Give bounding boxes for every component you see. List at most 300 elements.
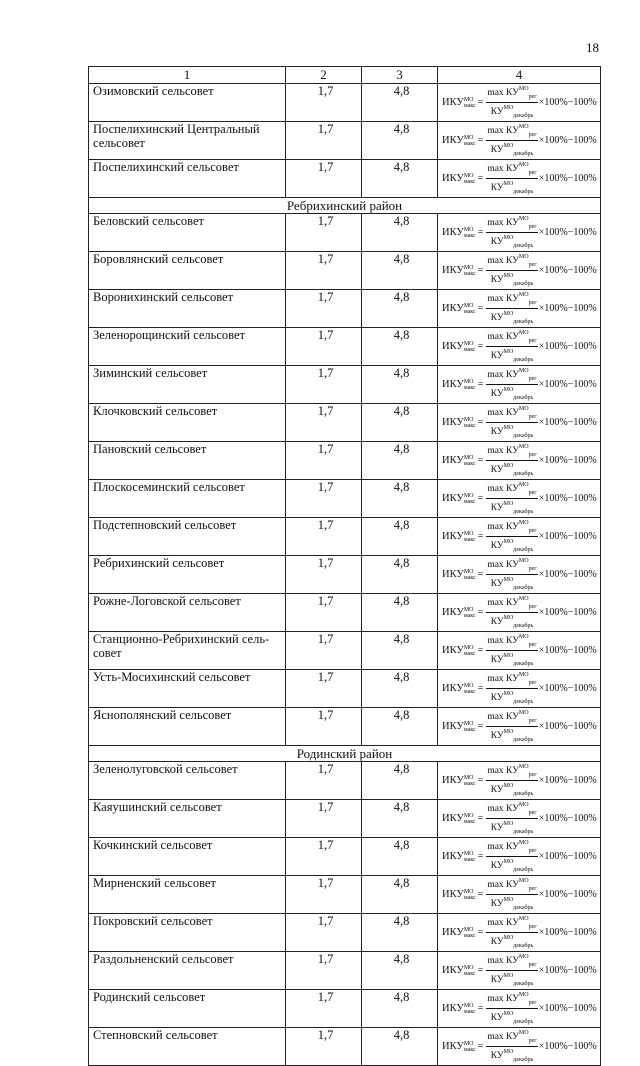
formula-denominator: [490, 933, 535, 951]
formula-num-sub: рег: [528, 848, 537, 854]
formula: [442, 556, 597, 593]
formula-den-sup: МО: [503, 1049, 514, 1055]
formula-num-prefix: max: [487, 1032, 504, 1042]
formula-lhs: ИКУ: [442, 644, 464, 656]
formula-num-main: КУ: [506, 598, 519, 608]
table-row: [89, 366, 601, 404]
formula-fraction: [486, 518, 537, 555]
formula-lhs-sub: макс: [463, 178, 476, 185]
formula: [442, 214, 597, 251]
settlement-name: Покровский сельсовет: [89, 914, 286, 952]
settlement-name: Яснополянский сельсовет: [89, 708, 286, 746]
formula-cell: [438, 84, 601, 122]
formula-num-sub: рег: [528, 810, 537, 816]
formula-den-sub: декабрь: [513, 829, 534, 835]
formula: [442, 518, 597, 555]
formula-fraction: [486, 480, 537, 517]
table-row: [89, 404, 601, 442]
formula-num-sup: МО: [518, 802, 529, 808]
formula-num-prefix: max: [487, 522, 504, 532]
formula-num-main: КУ: [506, 956, 519, 966]
formula-den-sup: МО: [503, 349, 514, 355]
formula-denominator: [490, 423, 535, 441]
formula-num-sub: рег: [528, 604, 537, 610]
settlement-name: Зиминский сельсовет: [89, 366, 286, 404]
formula-lhs-sup: МО: [463, 530, 474, 537]
formula-den-main: КУ: [490, 1013, 504, 1023]
formula-cell: [438, 214, 601, 252]
formula-numerator: [486, 480, 537, 499]
formula-num-prefix: max: [487, 804, 504, 814]
formula-denominator: [490, 895, 535, 913]
formula-den-main: КУ: [490, 731, 504, 741]
value-col2: 1,7: [286, 404, 362, 442]
formula-num-main: КУ: [506, 636, 519, 646]
formula-numerator: [486, 670, 537, 689]
value-col3: 4,8: [362, 708, 438, 746]
formula-num-main: КУ: [506, 484, 519, 494]
formula-den-main: КУ: [490, 351, 504, 361]
formula-den-main: КУ: [490, 427, 504, 437]
formula-num-sub: рег: [528, 300, 537, 306]
formula: [442, 952, 597, 989]
table-row: [89, 252, 601, 290]
formula-tail: ×100%−100%: [538, 96, 597, 108]
value-col3: 4,8: [362, 1028, 438, 1066]
value-col2: 1,7: [286, 122, 362, 160]
table-row: [89, 84, 601, 122]
formula-equals: =: [477, 568, 484, 580]
formula-denominator: [490, 1047, 535, 1065]
formula-num-main: КУ: [506, 1032, 519, 1042]
formula-lhs-sup: МО: [463, 264, 474, 271]
formula-num-prefix: max: [487, 408, 504, 418]
value-col2: 1,7: [286, 800, 362, 838]
formula-den-sub: декабрь: [513, 699, 534, 705]
formula-tail: ×100%−100%: [538, 172, 597, 184]
settlement-name: Зеленорощинский сельсовет: [89, 328, 286, 366]
formula-denominator: [490, 575, 535, 593]
formula-denominator: [490, 347, 535, 365]
formula-numerator: [486, 800, 537, 819]
formula-num-sub: рег: [528, 772, 537, 778]
formula-num-sub: рег: [528, 262, 537, 268]
formula-fraction: [486, 914, 537, 951]
formula-tail: ×100%−100%: [538, 302, 597, 314]
formula-den-sup: МО: [503, 577, 514, 583]
table-row: [89, 214, 601, 252]
formula: [442, 876, 597, 913]
formula-denominator: [490, 179, 535, 197]
formula-equals: =: [477, 454, 484, 466]
formula-den-main: КУ: [490, 465, 504, 475]
formula-tail: ×100%−100%: [538, 416, 597, 428]
formula-num-sup: МО: [518, 124, 529, 130]
formula-den-sub: декабрь: [513, 395, 534, 401]
formula-equals: =: [477, 926, 484, 938]
formula-lhs-sup: МО: [463, 340, 474, 347]
tariff-table: [88, 66, 601, 1066]
formula-num-sup: МО: [518, 840, 529, 846]
formula-den-sup: МО: [503, 653, 514, 659]
formula-equals: =: [477, 812, 484, 824]
formula-lhs: ИКУ: [442, 568, 464, 580]
formula-num-sup: МО: [518, 672, 529, 678]
formula-fraction: [486, 404, 537, 441]
value-col2: 1,7: [286, 670, 362, 708]
formula-cell: [438, 328, 601, 366]
formula-den-main: КУ: [490, 503, 504, 513]
formula-lhs-sub: макс: [463, 894, 476, 901]
formula-den-main: КУ: [490, 823, 504, 833]
formula-equals: =: [477, 644, 484, 656]
formula-num-sup: МО: [518, 86, 529, 92]
formula-den-main: КУ: [490, 617, 504, 627]
formula-num-main: КУ: [506, 88, 519, 98]
formula: [442, 366, 597, 403]
formula-lhs-sup: МО: [463, 644, 474, 651]
section-row: [89, 746, 601, 762]
formula-tail: ×100%−100%: [538, 774, 597, 786]
formula-cell: [438, 876, 601, 914]
table-row: [89, 1028, 601, 1066]
value-col3: 4,8: [362, 122, 438, 160]
formula-num-sup: МО: [518, 634, 529, 640]
formula-lhs-sub: макс: [463, 818, 476, 825]
settlement-name: Поспелихинский сельсовет: [89, 160, 286, 198]
formula-fraction: [486, 952, 537, 989]
formula-num-sub: рег: [528, 718, 537, 724]
formula-den-sub: декабрь: [513, 151, 534, 157]
settlement-name: Клочковский сельсовет: [89, 404, 286, 442]
formula-numerator: [486, 252, 537, 271]
formula-num-main: КУ: [506, 880, 519, 890]
formula-numerator: [486, 442, 537, 461]
formula-num-prefix: max: [487, 880, 504, 890]
formula-num-sub: рег: [528, 924, 537, 930]
formula-num-prefix: max: [487, 918, 504, 928]
value-col2: 1,7: [286, 762, 362, 800]
formula-num-prefix: max: [487, 484, 504, 494]
formula-num-sup: МО: [518, 482, 529, 488]
table-row: [89, 800, 601, 838]
formula-denominator: [490, 613, 535, 631]
formula-num-sup: МО: [518, 992, 529, 998]
formula-den-sup: МО: [503, 463, 514, 469]
formula-num-sup: МО: [518, 330, 529, 336]
value-col2: 1,7: [286, 518, 362, 556]
formula-num-sub: рег: [528, 566, 537, 572]
formula-den-sub: декабрь: [513, 547, 534, 553]
formula-den-sup: МО: [503, 425, 514, 431]
formula-lhs-sup: МО: [463, 96, 474, 103]
formula-cell: [438, 762, 601, 800]
formula-lhs-sup: МО: [463, 416, 474, 423]
value-col2: 1,7: [286, 214, 362, 252]
formula: [442, 800, 597, 837]
formula-lhs-sup: МО: [463, 134, 474, 141]
formula-den-sup: МО: [503, 729, 514, 735]
section-title: Ребрихинский район: [89, 198, 601, 214]
value-col3: 4,8: [362, 328, 438, 366]
formula-lhs: ИКУ: [442, 96, 464, 108]
formula-num-main: КУ: [506, 294, 519, 304]
formula: [442, 252, 597, 289]
formula-cell: [438, 442, 601, 480]
formula-fraction: [486, 838, 537, 875]
formula-cell: [438, 122, 601, 160]
formula-den-main: КУ: [490, 541, 504, 551]
formula-num-sup: МО: [518, 558, 529, 564]
formula-den-main: КУ: [490, 183, 504, 193]
column-header-3: 3: [362, 67, 438, 84]
formula: [442, 84, 597, 121]
formula-lhs-sub: макс: [463, 932, 476, 939]
formula-fraction: [486, 122, 537, 159]
formula-num-sub: рег: [528, 94, 537, 100]
formula: [442, 762, 597, 799]
table-row: [89, 556, 601, 594]
formula-den-sub: декабрь: [513, 319, 534, 325]
settlement-name: Ребрихинский сельсовет: [89, 556, 286, 594]
formula: [442, 442, 597, 479]
formula-num-sub: рег: [528, 1000, 537, 1006]
formula-num-sub: рег: [528, 1038, 537, 1044]
formula-num-prefix: max: [487, 598, 504, 608]
formula-num-sub: рег: [528, 338, 537, 344]
formula-lhs-sub: макс: [463, 1046, 476, 1053]
formula-numerator: [486, 632, 537, 651]
formula-cell: [438, 990, 601, 1028]
formula-den-sub: декабрь: [513, 243, 534, 249]
formula-numerator: [486, 914, 537, 933]
formula-lhs: ИКУ: [442, 264, 464, 276]
formula-num-prefix: max: [487, 218, 504, 228]
formula-lhs-sup: МО: [463, 492, 474, 499]
formula-lhs: ИКУ: [442, 454, 464, 466]
formula-den-sub: декабрь: [513, 791, 534, 797]
formula-den-main: КУ: [490, 861, 504, 871]
settlement-name: Рожне-Логовской сельсовет: [89, 594, 286, 632]
formula-fraction: [486, 800, 537, 837]
formula-tail: ×100%−100%: [538, 812, 597, 824]
formula-tail: ×100%−100%: [538, 964, 597, 976]
value-col3: 4,8: [362, 762, 438, 800]
formula-den-sub: декабрь: [513, 905, 534, 911]
formula-fraction: [486, 670, 537, 707]
formula-num-main: КУ: [506, 560, 519, 570]
formula-den-sup: МО: [503, 859, 514, 865]
formula-num-main: КУ: [506, 446, 519, 456]
value-col3: 4,8: [362, 800, 438, 838]
formula-num-sub: рег: [528, 528, 537, 534]
formula-den-sup: МО: [503, 1011, 514, 1017]
formula-lhs: ИКУ: [442, 1040, 464, 1052]
formula-lhs-sub: макс: [463, 384, 476, 391]
formula-den-sup: МО: [503, 539, 514, 545]
formula-equals: =: [477, 264, 484, 276]
formula-tail: ×100%−100%: [538, 378, 597, 390]
formula-lhs-sup: МО: [463, 1040, 474, 1047]
formula-tail: ×100%−100%: [538, 682, 597, 694]
formula-num-sup: МО: [518, 406, 529, 412]
formula-lhs-sup: МО: [463, 926, 474, 933]
formula-den-main: КУ: [490, 693, 504, 703]
formula: [442, 328, 597, 365]
formula-den-sup: МО: [503, 783, 514, 789]
formula-lhs-sup: МО: [463, 812, 474, 819]
formula-den-sub: декабрь: [513, 189, 534, 195]
formula-cell: [438, 252, 601, 290]
value-col3: 4,8: [362, 290, 438, 328]
formula-lhs: ИКУ: [442, 172, 464, 184]
formula-denominator: [490, 727, 535, 745]
formula-lhs-sub: макс: [463, 346, 476, 353]
formula-lhs: ИКУ: [442, 530, 464, 542]
formula-equals: =: [477, 606, 484, 618]
formula-numerator: [486, 518, 537, 537]
formula-lhs-sup: МО: [463, 454, 474, 461]
header-row: [89, 67, 601, 84]
formula-num-prefix: max: [487, 956, 504, 966]
formula-tail: ×100%−100%: [538, 264, 597, 276]
formula-numerator: [486, 594, 537, 613]
formula-numerator: [486, 214, 537, 233]
value-col2: 1,7: [286, 442, 362, 480]
settlement-name: Беловский сельсовет: [89, 214, 286, 252]
formula-lhs-sub: макс: [463, 726, 476, 733]
section-title: Родинский район: [89, 746, 601, 762]
formula-den-sub: декабрь: [513, 981, 534, 987]
formula-denominator: [490, 499, 535, 517]
formula-num-prefix: max: [487, 332, 504, 342]
formula-lhs-sub: макс: [463, 140, 476, 147]
formula-num-main: КУ: [506, 408, 519, 418]
formula-numerator: [486, 708, 537, 727]
formula-fraction: [486, 762, 537, 799]
formula-den-main: КУ: [490, 579, 504, 589]
formula-num-sup: МО: [518, 162, 529, 168]
formula-lhs: ИКУ: [442, 134, 464, 146]
formula-tail: ×100%−100%: [538, 644, 597, 656]
formula-tail: ×100%−100%: [538, 850, 597, 862]
formula-num-main: КУ: [506, 994, 519, 1004]
formula-num-sub: рег: [528, 452, 537, 458]
formula-cell: [438, 556, 601, 594]
table-row: [89, 708, 601, 746]
table-row: [89, 328, 601, 366]
column-header-2: 2: [286, 67, 362, 84]
formula-tail: ×100%−100%: [538, 134, 597, 146]
value-col3: 4,8: [362, 914, 438, 952]
table-row: [89, 480, 601, 518]
value-col2: 1,7: [286, 556, 362, 594]
formula-num-sub: рег: [528, 414, 537, 420]
formula-num-main: КУ: [506, 218, 519, 228]
formula-equals: =: [477, 378, 484, 390]
value-col2: 1,7: [286, 990, 362, 1028]
settlement-name: Воронихинский сельсовет: [89, 290, 286, 328]
formula-denominator: [490, 233, 535, 251]
formula-den-sub: декабрь: [513, 357, 534, 363]
formula-equals: =: [477, 492, 484, 504]
formula-fraction: [486, 252, 537, 289]
formula-tail: ×100%−100%: [538, 1002, 597, 1014]
formula-numerator: [486, 990, 537, 1009]
formula-num-main: КУ: [506, 804, 519, 814]
formula-numerator: [486, 952, 537, 971]
value-col3: 4,8: [362, 214, 438, 252]
formula-cell: [438, 708, 601, 746]
formula: [442, 914, 597, 951]
table-row: [89, 670, 601, 708]
formula-den-sup: МО: [503, 973, 514, 979]
table-row: [89, 990, 601, 1028]
formula-fraction: [486, 290, 537, 327]
formula-tail: ×100%−100%: [538, 492, 597, 504]
formula-lhs: ИКУ: [442, 926, 464, 938]
formula-den-sub: декабрь: [513, 1019, 534, 1025]
formula-num-main: КУ: [506, 370, 519, 380]
value-col2: 1,7: [286, 366, 362, 404]
formula-lhs-sup: МО: [463, 964, 474, 971]
value-col3: 4,8: [362, 160, 438, 198]
table-row: [89, 952, 601, 990]
section-row: [89, 198, 601, 214]
settlement-name: Озимовский сельсовет: [89, 84, 286, 122]
formula-equals: =: [477, 774, 484, 786]
formula: [442, 122, 597, 159]
formula-num-main: КУ: [506, 332, 519, 342]
formula-num-sub: рег: [528, 962, 537, 968]
formula-denominator: [490, 971, 535, 989]
formula-denominator: [490, 461, 535, 479]
formula-den-main: КУ: [490, 785, 504, 795]
formula-num-main: КУ: [506, 918, 519, 928]
formula-equals: =: [477, 134, 484, 146]
formula-lhs: ИКУ: [442, 964, 464, 976]
formula-num-sub: рег: [528, 376, 537, 382]
column-header-1: 1: [89, 67, 286, 84]
formula-num-sup: МО: [518, 878, 529, 884]
formula-num-sup: МО: [518, 292, 529, 298]
formula-num-main: КУ: [506, 256, 519, 266]
formula-den-sub: декабрь: [513, 943, 534, 949]
formula-den-main: КУ: [490, 107, 504, 117]
formula-lhs: ИКУ: [442, 416, 464, 428]
formula-num-sup: МО: [518, 1030, 529, 1036]
formula-num-prefix: max: [487, 126, 504, 136]
formula-fraction: [486, 214, 537, 251]
formula-fraction: [486, 990, 537, 1027]
value-col2: 1,7: [286, 876, 362, 914]
formula-lhs: ИКУ: [442, 812, 464, 824]
value-col2: 1,7: [286, 708, 362, 746]
formula-num-sub: рег: [528, 132, 537, 138]
formula-num-sub: рег: [528, 490, 537, 496]
formula-num-prefix: max: [487, 88, 504, 98]
formula-den-sup: МО: [503, 143, 514, 149]
formula-lhs-sup: МО: [463, 378, 474, 385]
column-header-4: 4: [438, 67, 601, 84]
formula-lhs: ИКУ: [442, 682, 464, 694]
value-col3: 4,8: [362, 594, 438, 632]
formula-den-main: КУ: [490, 937, 504, 947]
formula-num-sup: МО: [518, 368, 529, 374]
value-col2: 1,7: [286, 290, 362, 328]
formula-lhs-sup: МО: [463, 774, 474, 781]
formula-den-main: КУ: [490, 275, 504, 285]
